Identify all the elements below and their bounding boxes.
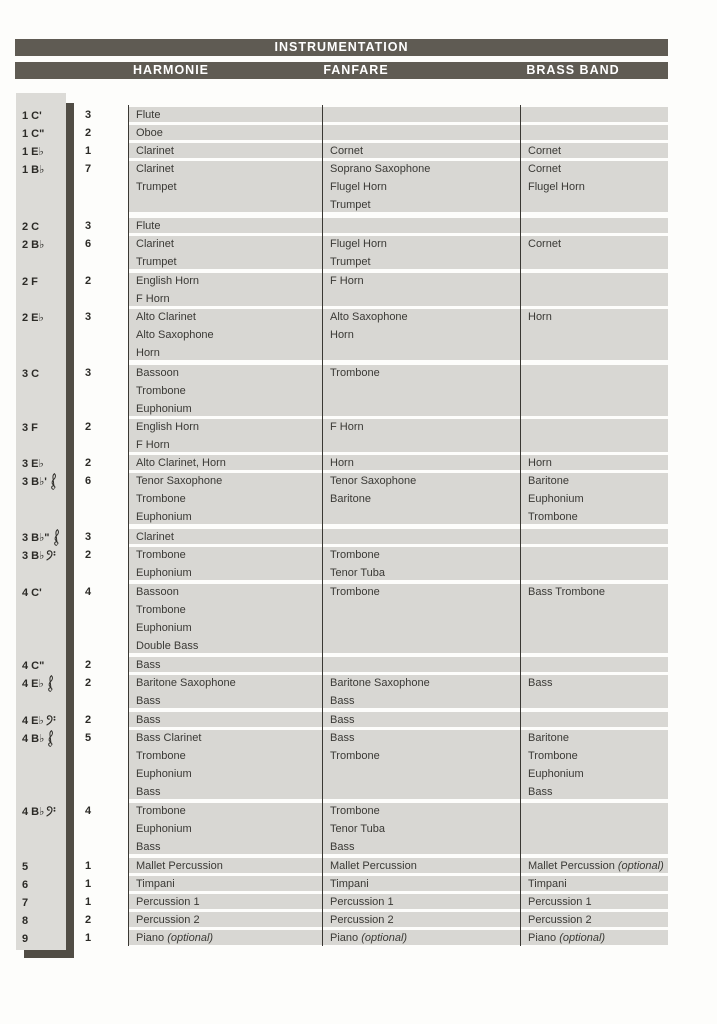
cell-harmonie-line: Euphonium [136, 823, 192, 835]
row-band [128, 273, 668, 306]
cell-harmonie-line: Trombone [136, 493, 186, 505]
cell-harmonie-line: Bassoon [136, 586, 179, 598]
table-row [0, 894, 717, 909]
cell-fanfare-line: Percussion 2 [330, 914, 394, 926]
cell-harmonie-line: Baritone Saxophone [136, 677, 236, 689]
cell-fanfare-line: Soprano Saxophone [330, 163, 431, 175]
treble-clef-icon [46, 675, 55, 692]
optional-note: (optional) [617, 860, 664, 872]
part-label [22, 658, 44, 673]
cell-harmonie-line: Trombone [136, 805, 186, 817]
cell-fanfare-line: Baritone Saxophone [330, 677, 430, 689]
table-row [0, 419, 717, 452]
column-header-fanfare: FANFARE [323, 63, 389, 77]
cell-harmonie-line: Percussion 2 [136, 914, 200, 926]
cell-harmonie-line: Percussion 1 [136, 896, 200, 908]
cell-harmonie-line: Alto Clarinet, Horn [136, 457, 226, 469]
cell-brass-band-line: Cornet [528, 238, 562, 250]
part-count: 3 [84, 220, 92, 232]
cell-brass-band-line: Euphonium [528, 493, 584, 505]
cell-fanfare-line: Piano (optional) [330, 932, 408, 944]
part-label [22, 474, 58, 489]
cell-harmonie-line: Oboe [136, 127, 163, 139]
part-count: 7 [84, 163, 92, 175]
cell-fanfare-line: Trombone [330, 549, 380, 561]
part-label [22, 274, 38, 289]
part-count: 2 [84, 421, 92, 433]
cell-brass-band-line: Cornet [528, 145, 562, 157]
part-label-text: 3 B♭' [22, 476, 47, 488]
cell-harmonie-line: Trombone [136, 385, 186, 397]
part-count: 3 [84, 531, 92, 543]
cell-harmonie-line: Euphonium [136, 403, 192, 415]
part-count: 2 [84, 127, 92, 139]
cell-harmonie-line: Trombone [136, 750, 186, 762]
cell-fanfare-line: Bass [330, 732, 355, 744]
optional-note: (optional) [559, 932, 606, 944]
part-label-text: 4 B♭ [22, 806, 45, 818]
table-row [0, 675, 717, 708]
optional-note: (optional) [361, 932, 408, 944]
part-label-text: 5 [22, 860, 29, 873]
part-label [22, 219, 39, 234]
cell-harmonie-line: Piano (optional) [136, 932, 214, 944]
cell-brass-band-line: Timpani [528, 878, 567, 890]
cell-harmonie-line: English Horn [136, 421, 199, 433]
part-label-text: 6 [22, 878, 29, 891]
part-count: 1 [84, 145, 92, 157]
part-count: 2 [84, 677, 92, 689]
cell-fanfare-line: Trumpet [330, 256, 371, 268]
cell-brass-band-line: Cornet [528, 163, 562, 175]
row-band [128, 419, 668, 452]
part-label [22, 713, 57, 728]
part-label [22, 931, 28, 946]
part-count: 3 [84, 367, 92, 379]
cell-fanfare-line: Bass [330, 695, 355, 707]
cell-brass-band-line: Euphonium [528, 768, 584, 780]
part-label [22, 913, 28, 928]
cell-brass-band-line: Percussion 2 [528, 914, 592, 926]
table-left-border [128, 105, 129, 946]
part-label-text: 1 B♭ [22, 164, 45, 176]
part-label [22, 237, 44, 252]
part-count: 1 [84, 878, 92, 890]
cell-harmonie-line: Clarinet [136, 145, 174, 157]
cell-harmonie-line: Timpani [136, 878, 175, 890]
cell-harmonie-line: Trumpet [136, 256, 177, 268]
table-row [0, 309, 717, 360]
part-label-text: 4 C' [22, 586, 42, 599]
column-header-brass-band: BRASS BAND [526, 63, 620, 77]
cell-brass-band-line: Horn [528, 457, 552, 469]
cell-harmonie-line: Bass [136, 786, 161, 798]
cell-harmonie-line: Bass [136, 841, 161, 853]
part-label-text: 4 E♭ [22, 715, 44, 727]
cell-fanfare-line: Alto Saxophone [330, 311, 408, 323]
cell-brass-band-line: Bass [528, 786, 553, 798]
row-band [128, 803, 668, 854]
cell-harmonie-line: Horn [136, 347, 160, 359]
cell-brass-band-line: Trombone [528, 750, 578, 762]
part-count: 5 [84, 732, 92, 744]
row-band [128, 547, 668, 580]
part-label [22, 548, 57, 563]
table-row [0, 107, 717, 122]
cell-brass-band-line: Horn [528, 311, 552, 323]
part-label-text: 1 E♭ [22, 146, 44, 158]
row-band [128, 876, 668, 891]
page-title: INSTRUMENTATION [274, 40, 409, 54]
part-count: 2 [84, 549, 92, 561]
part-count: 4 [84, 805, 92, 817]
title-bar [15, 39, 668, 56]
cell-harmonie-line: Trombone [136, 604, 186, 616]
cell-fanfare-line: Cornet [330, 145, 364, 157]
cell-brass-band-line: Baritone [528, 475, 569, 487]
table-row [0, 712, 717, 727]
part-label-text: 3 B♭" [22, 532, 50, 544]
part-label-text: 3 B♭ [22, 550, 45, 562]
table-row [0, 273, 717, 306]
cell-fanfare-line: Mallet Percussion [330, 860, 417, 872]
part-label-text: 2 E♭ [22, 312, 44, 324]
table-row [0, 218, 717, 233]
column-divider-1 [322, 105, 323, 946]
bass-clef-icon [46, 550, 57, 561]
row-band [128, 218, 668, 233]
cell-fanfare-line: Bass [330, 714, 355, 726]
column-divider-2 [520, 105, 521, 946]
cell-fanfare-line: Tenor Tuba [330, 823, 386, 835]
cell-harmonie-line: Tenor Saxophone [136, 475, 223, 487]
cell-harmonie-line: English Horn [136, 275, 199, 287]
table-row [0, 730, 717, 799]
cell-harmonie-line: Bass Clarinet [136, 732, 202, 744]
column-header-bar [15, 62, 668, 79]
cell-harmonie-line: Trumpet [136, 181, 177, 193]
part-label-text: 8 [22, 914, 29, 927]
cell-harmonie-line: Euphonium [136, 511, 192, 523]
part-label-text: 3 C [22, 367, 40, 380]
part-label [22, 585, 42, 600]
row-band [128, 657, 668, 672]
cell-fanfare-line: Horn [330, 329, 354, 341]
table-row [0, 858, 717, 873]
cell-fanfare-line: Trombone [330, 367, 380, 379]
treble-clef-icon [46, 730, 55, 747]
cell-harmonie-line: Flute [136, 109, 161, 121]
table-row [0, 657, 717, 672]
part-count: 2 [84, 714, 92, 726]
cell-harmonie-line: Flute [136, 220, 161, 232]
cell-harmonie-line: Clarinet [136, 531, 174, 543]
part-label-text: 2 B♭ [22, 239, 45, 251]
cell-fanfare-line: Timpani [330, 878, 369, 890]
cell-brass-band-line: Percussion 1 [528, 896, 592, 908]
part-count: 4 [84, 586, 92, 598]
part-label-text: 3 E♭ [22, 458, 44, 470]
part-label-text: 3 F [22, 421, 38, 434]
cell-brass-band-line: Trombone [528, 511, 578, 523]
part-label [22, 456, 44, 471]
table-row [0, 803, 717, 854]
row-band [128, 236, 668, 269]
cell-brass-band-line: Bass Trombone [528, 586, 606, 598]
table-row [0, 529, 717, 544]
cell-fanfare-line: Horn [330, 457, 354, 469]
row-band [128, 529, 668, 544]
part-label-text: 2 F [22, 275, 38, 288]
part-count: 3 [84, 109, 92, 121]
cell-harmonie-line: Double Bass [136, 640, 199, 652]
cell-harmonie-line: Clarinet [136, 163, 174, 175]
cell-fanfare-line: Trumpet [330, 199, 371, 211]
part-label [22, 731, 55, 746]
cell-harmonie-line: Euphonium [136, 622, 192, 634]
cell-harmonie-line: Euphonium [136, 567, 192, 579]
part-label [22, 144, 44, 159]
part-label [22, 108, 42, 123]
part-label [22, 126, 44, 141]
part-label [22, 804, 57, 819]
cell-brass-band-line: Baritone [528, 732, 569, 744]
cell-fanfare-line: Tenor Saxophone [330, 475, 417, 487]
part-label-text: 4 C" [22, 659, 45, 672]
cell-brass-band-line: Flugel Horn [528, 181, 585, 193]
part-label-text: 2 C [22, 220, 40, 233]
table-row [0, 930, 717, 945]
table-row [0, 547, 717, 580]
part-label [22, 310, 44, 325]
cell-harmonie-line: Trombone [136, 549, 186, 561]
part-label-text: 7 [22, 896, 29, 909]
part-label [22, 530, 61, 545]
row-band [128, 365, 668, 416]
row-band [128, 107, 668, 122]
table-row [0, 473, 717, 524]
table-row [0, 455, 717, 470]
cell-fanfare-line: Bass [330, 841, 355, 853]
cell-brass-band-line: Bass [528, 677, 553, 689]
part-label [22, 420, 38, 435]
part-count: 2 [84, 914, 92, 926]
treble-clef-icon [52, 529, 61, 546]
table-row [0, 365, 717, 416]
part-count: 6 [84, 238, 92, 250]
part-label [22, 859, 28, 874]
row-band [128, 143, 668, 158]
row-band [128, 712, 668, 727]
cell-fanfare-line: Tenor Tuba [330, 567, 386, 579]
cell-fanfare-line: F Horn [330, 275, 364, 287]
cell-harmonie-line: Bassoon [136, 367, 179, 379]
cell-fanfare-line: Trombone [330, 805, 380, 817]
part-label [22, 676, 55, 691]
cell-harmonie-line: Alto Saxophone [136, 329, 214, 341]
cell-harmonie-line: Bass [136, 714, 161, 726]
cell-fanfare-line: Flugel Horn [330, 181, 387, 193]
optional-note: (optional) [167, 932, 214, 944]
part-label [22, 366, 39, 381]
cell-fanfare-line: Trombone [330, 750, 380, 762]
part-label [22, 895, 28, 910]
cell-brass-band-line: Piano (optional) [528, 932, 606, 944]
treble-clef-icon [49, 473, 58, 490]
table-row [0, 125, 717, 140]
row-band [128, 125, 668, 140]
cell-harmonie-line: Mallet Percussion [136, 860, 223, 872]
part-label-text: 9 [22, 932, 29, 945]
part-count: 1 [84, 860, 92, 872]
column-header-harmonie: HARMONIE [132, 63, 210, 77]
part-count: 1 [84, 896, 92, 908]
cell-fanfare-line: F Horn [330, 421, 364, 433]
part-count: 6 [84, 475, 92, 487]
table-row [0, 912, 717, 927]
part-label-text: 4 B♭ [22, 733, 45, 745]
cell-harmonie-line: Alto Clarinet [136, 311, 196, 323]
cell-fanfare-line: Flugel Horn [330, 238, 387, 250]
cell-fanfare-line: Percussion 1 [330, 896, 394, 908]
cell-harmonie-line: Bass [136, 695, 161, 707]
table-row [0, 161, 717, 212]
cell-harmonie-line: Bass [136, 659, 161, 671]
cell-fanfare-line: Baritone [330, 493, 371, 505]
part-label [22, 877, 28, 892]
part-label [22, 162, 44, 177]
cell-fanfare-line: Trombone [330, 586, 380, 598]
part-count: 2 [84, 457, 92, 469]
part-count: 3 [84, 311, 92, 323]
table-row [0, 584, 717, 653]
table-row [0, 143, 717, 158]
table-row [0, 876, 717, 891]
bass-clef-icon [46, 806, 57, 817]
cell-harmonie-line: F Horn [136, 439, 170, 451]
part-label-text: 1 C" [22, 127, 45, 140]
table-row [0, 236, 717, 269]
cell-harmonie-line: F Horn [136, 293, 170, 305]
part-label-text: 4 E♭ [22, 678, 44, 690]
cell-harmonie-line: Euphonium [136, 768, 192, 780]
part-count: 2 [84, 659, 92, 671]
cell-brass-band-line: Mallet Percussion (optional) [528, 860, 664, 872]
part-count: 1 [84, 932, 92, 944]
bass-clef-icon [46, 715, 57, 726]
part-count: 2 [84, 275, 92, 287]
part-label-text: 1 C' [22, 109, 42, 122]
row-band [128, 730, 668, 799]
cell-harmonie-line: Clarinet [136, 238, 174, 250]
